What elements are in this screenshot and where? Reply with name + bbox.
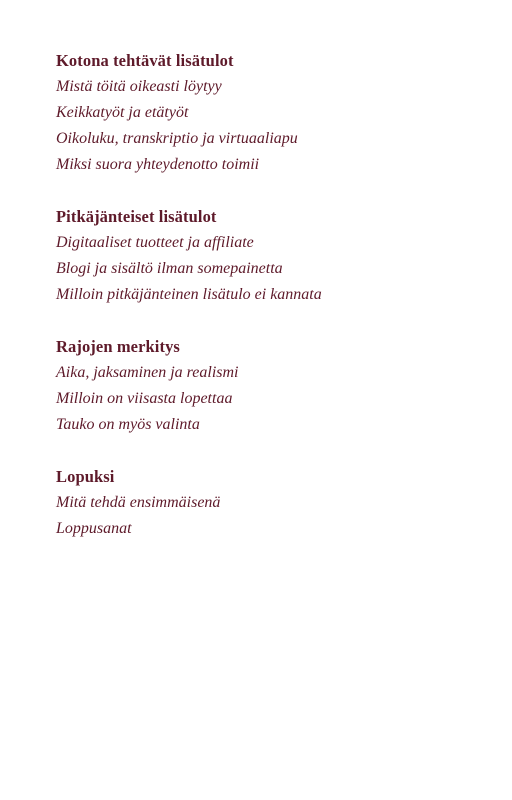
toc-entry[interactable]: Aika, jaksaminen ja realismi <box>56 364 239 381</box>
table-of-contents <box>56 48 476 568</box>
section-title: Rajojen merkitys <box>56 337 180 356</box>
toc-entry[interactable]: Mistä töitä oikeasti löytyy <box>56 78 222 95</box>
toc-entry[interactable]: Digitaaliset tuotteet ja affiliate <box>56 234 254 251</box>
toc-entry[interactable]: Milloin on viisasta lopettaa <box>56 390 233 407</box>
toc-section-kotona <box>56 48 476 178</box>
toc-entry[interactable]: Keikkatyöt ja etätyöt <box>56 104 189 121</box>
toc-section-pitkajanteiset <box>56 204 476 308</box>
toc-entry[interactable]: Mitä tehdä ensimmäisenä <box>56 494 221 511</box>
toc-entry[interactable]: Loppusanat <box>56 520 132 537</box>
toc-entry[interactable]: Miksi suora yhteydenotto toimii <box>56 156 260 173</box>
section-title: Pitkäjänteiset lisätulot <box>56 207 217 226</box>
toc-section-rajojen-merkitys <box>56 334 476 438</box>
toc-entry[interactable]: Oikoluku, transkriptio ja virtuaaliapu <box>56 130 298 147</box>
toc-entry[interactable]: Blogi ja sisältö ilman somepainetta <box>56 260 283 277</box>
toc-entry[interactable]: Tauko on myös valinta <box>56 416 200 433</box>
section-title: Lopuksi <box>56 467 115 486</box>
toc-entry[interactable]: Milloin pitkäjänteinen lisätulo ei kannata <box>56 286 322 303</box>
toc-section-lopuksi <box>56 464 476 542</box>
section-title: Kotona tehtävät lisätulot <box>56 51 234 70</box>
